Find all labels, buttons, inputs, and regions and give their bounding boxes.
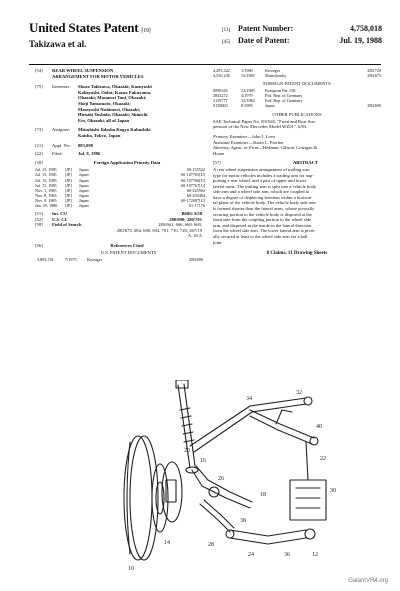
us-cl-field: [52] U.S. Cl. 280/690; 280/701 [35,216,202,222]
abstract-body: A rear wheel suspension arrangement of trailing arm type for motor vehicles includes a trailing arm for sup- porting a rear wheel, and a pair of upper and lower lateral arms. The trailing arm is split into a vehicle body side arm and a wheel side arm, which are coupled to have a degree of displacing freedom within a horizon- tal plane of the vehicle body. The vehicle body side arm is formed shorter than the lateral arms, whose pivotally securing portion to the vehicle body is disposed at the front side from the coupling portion to the wheel side arm, and disposed in the inside in the lateral direction from the wheel side arm. The lower lateral arm is pivot- ally secured at least to the wheel side arm via a ball joint. [213,166,317,245]
other-publications: SAE Technical Paper No. 831045, "Front and Rear Sus- pension of the New Mercedes Model WZ01", 6/83. [213,118,317,130]
svg-text:30: 30 [330,488,336,494]
priority-row: Nov. 8, 1985 [JP] Japan 60-250494 [35,192,205,198]
svg-text:34: 34 [246,396,252,402]
field-of-search: [58] Field of Search 280/661, 666, 668, 669, 280/673, 684, 690, 692, 701, 710, 720; 267/19 A, 20 A [35,222,202,239]
priority-row: Jul. 15, 1985 [JP] Japan 60-107767[U] [35,182,205,188]
wheel-tire [124,436,168,560]
reference-numerals [128,390,336,572]
foreign-doc-row: 0139803 8/1983 Japan 280/690 [213,103,381,109]
brake-disk [162,462,182,522]
foreign-docs-heading: FOREIGN PATENT DOCUMENTS [263,81,331,87]
right-column [213,68,381,257]
assistant-examiner: Assistant Examiner—Karin L. Ferriter [213,139,284,145]
foreign-priority-heading: [30] Foreign Application Priority Data [35,159,161,165]
svg-text:26: 26 [218,476,224,482]
us-doc-row: 3,893,701 7/1975 Kroniger 280/690 [37,257,203,263]
patent-header-left [29,20,199,49]
watermark: GalantVR4.org [348,578,388,584]
patent-header-right [222,24,382,48]
svg-text:40: 40 [316,424,322,430]
references-heading: [56] References Cited [35,243,144,249]
foreign-doc-row: 2843272 4/1979 Fed. Rep. of Germany [213,92,303,98]
svg-text:18: 18 [260,492,266,498]
foreign-doc-row: 0096345 12/1983 European Pat. Off. [213,87,297,93]
patent-number-row: [11] Patent Number: 4,758,018 [222,24,382,33]
priority-row: Nov. 1, 1985 [JP] Japan 60-245502 [35,187,205,193]
attorney: Attorney, Agent, or Firm—Hedman, Gibson, Costigan & Hoare [213,145,318,156]
header-rule [29,64,381,65]
svg-text:36: 36 [284,552,290,558]
svg-text:38: 38 [240,518,246,524]
patent-date-row: [45] Date of Patent: Jul. 19, 1988 [222,36,382,45]
svg-text:32: 32 [296,390,302,396]
us-docs-continued [213,68,381,78]
shock-absorber [176,380,198,473]
svg-text:20: 20 [184,448,190,454]
title-field: [54] REAR WHEEL SUSPENSION ARRANGEMENT FOR MOTOR VEHICLES [35,68,144,79]
appl-no-field: [21] Appl. No.: 883,098 [35,142,93,148]
svg-text:24: 24 [248,552,254,558]
primary-examiner: Primary Examiner—John J. Love [213,133,276,139]
svg-text:12: 12 [312,552,318,558]
inventors-field: [75] Inventors: Shozo Takizawa, Okazaki; Kazuyoshi Kobayashi, Oobu; Kazuo Fukuyama, Okazaki; Masanori Tani, Okazaki; Shoji Yamamoto, Okazaki; Masayoshi Nishimori, Okazaki; Hiroaki Yoshida, Okazaki; Shinichi Eto, Okazaki, all of Japan [35,84,152,123]
foreign-docs-list [213,88,381,108]
priority-row: Jul. 15, 1985 [JP] Japan 60-107766[U] [35,177,205,183]
other-pubs-heading: OTHER PUBLICATIONS [272,112,322,118]
claims-line: 8 Claims, 11 Drawing Sheets [266,251,328,257]
us-docs-heading: U.S. PATENT DOCUMENTS [100,249,157,255]
left-column [35,68,205,262]
abstract-heading: [57] ABSTRACT [213,160,319,166]
inventor-short: Takizawa et al. [29,39,87,49]
patent-title: United States Patent [19] [29,20,151,35]
priority-row: Jul. 15, 1985 [JP] Japan 60-155522 [35,167,205,173]
patent-date: Jul. 19, 1988 [339,36,382,45]
patent-number: 4,758,018 [350,24,382,33]
priority-list [35,167,205,208]
priority-row: Nov. 8, 1985 [JP] Japan 60-172087[U] [35,197,205,203]
us-doc-row: 4,281,322 1/1980 Kroniger 280/720 [213,68,381,73]
assignee-field: [73] Assignee: Mitsubishi Jidosha Kogyo Kabushiki Kaisha, Tokyo, Japan [35,127,151,138]
svg-text:22: 22 [320,456,326,462]
svg-text:10: 10 [128,566,134,572]
priority-row: Jan. 29, 1986 [JP] Japan 61-17176 [35,202,205,208]
lower-lateral-arm [226,529,315,544]
us-doc-row: 4,556,238 12/1985 Matschinsky 280/673 [213,73,381,79]
svg-text:14: 14 [164,540,170,546]
int-cl-field: [51] Int. Cl.⁴ B60G 3/28 [35,211,202,217]
trailing-arm [250,410,318,445]
us-docs-list [35,257,205,262]
priority-row: Jul. 15, 1985 [JP] Japan 60-107765[U] [35,172,205,178]
body-bracket [290,442,326,520]
svg-text:16: 16 [200,458,206,464]
filed-field: [22] Filed: Jul. 8, 1986 [35,151,101,157]
upper-lateral-arm [190,397,312,452]
svg-text:28: 28 [208,542,214,548]
suspension-drawing [100,380,340,580]
foreign-doc-row: 3119777 12/1982 Fed. Rep. of Germany [213,97,303,103]
